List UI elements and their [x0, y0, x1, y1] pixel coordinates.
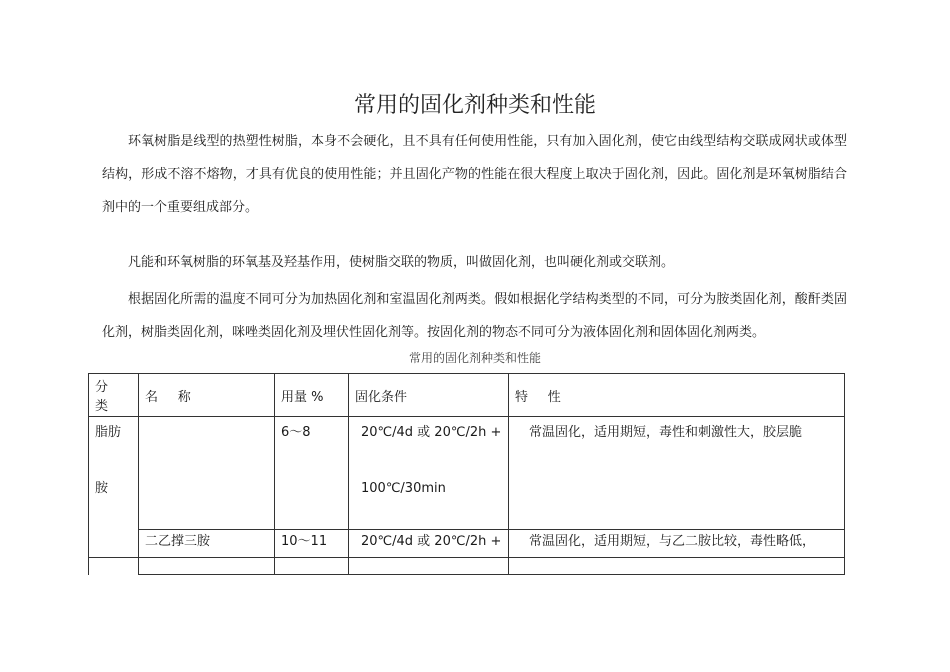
- paragraph-definition: 凡能和环氧树脂的环氧基及羟基作用，使树脂交联的物质，叫做固化剂，也叫硬化剂或交联剂。: [128, 255, 675, 270]
- category-line: 胺: [95, 481, 109, 496]
- name-cell: 二乙撑三胺: [139, 530, 275, 575]
- paragraph-classification: 根据固化所需的温度不同可分为加热固化剂和室温固化剂两类。假如根据化学结构类型的不同，可分为胺类固化剂，酸酐类固化剂，树脂类固化剂，咪唑类固化剂及埋伏性固化剂等。按固化剂的物态不同可分为液体固化剂和固体固化剂两类。: [102, 292, 847, 340]
- dosage-cell: [275, 417, 349, 530]
- curing-agent-table: [88, 373, 845, 575]
- table-header-row: [89, 374, 845, 417]
- header-dosage: 用量 %: [275, 374, 349, 417]
- table-row: [89, 417, 845, 530]
- category-line: 脂肪: [95, 425, 122, 440]
- condition-line: 100℃/30min: [361, 481, 446, 496]
- dosage-value: 6～8: [281, 425, 311, 440]
- name-cell: [139, 417, 275, 530]
- document-title: 常用的固化剂种类和性能: [353, 93, 596, 118]
- paragraph-intro: 环氧树脂是线型的热塑性树脂，本身不会硬化，且不具有任何使用性能，只有加入固化剂，使它由线型结构交联成网状或体型结构，形成不溶不熔物，才具有优良的使用性能；并且固化产物的性能在很大程度上取决于固化剂，因此。固化剂是环氧树脂结合剂中的一个重要组成部分。: [102, 134, 847, 215]
- category-cell: [89, 417, 139, 575]
- table-row: [89, 530, 845, 575]
- condition-cell: [349, 417, 509, 530]
- table-bottom-border: [88, 557, 845, 558]
- condition-line: 20℃/4d 或 20℃/2h +: [361, 425, 502, 440]
- dosage-cell: 10～11: [275, 530, 349, 575]
- property-cell: 常温固化，适用期短，与乙二胺比较，毒性略低，: [509, 530, 845, 575]
- property-text: 常温固化，适用期短，毒性和刺激性大，胶层脆: [529, 425, 803, 440]
- table-caption: 常用的固化剂种类和性能: [408, 351, 541, 365]
- property-cell: [509, 417, 845, 530]
- header-name: 名 称: [139, 374, 275, 417]
- header-property: 特 性: [509, 374, 845, 417]
- header-category: 分类: [89, 374, 139, 417]
- header-condition: 固化条件: [349, 374, 509, 417]
- condition-cell: 20℃/4d 或 20℃/2h +: [349, 530, 509, 575]
